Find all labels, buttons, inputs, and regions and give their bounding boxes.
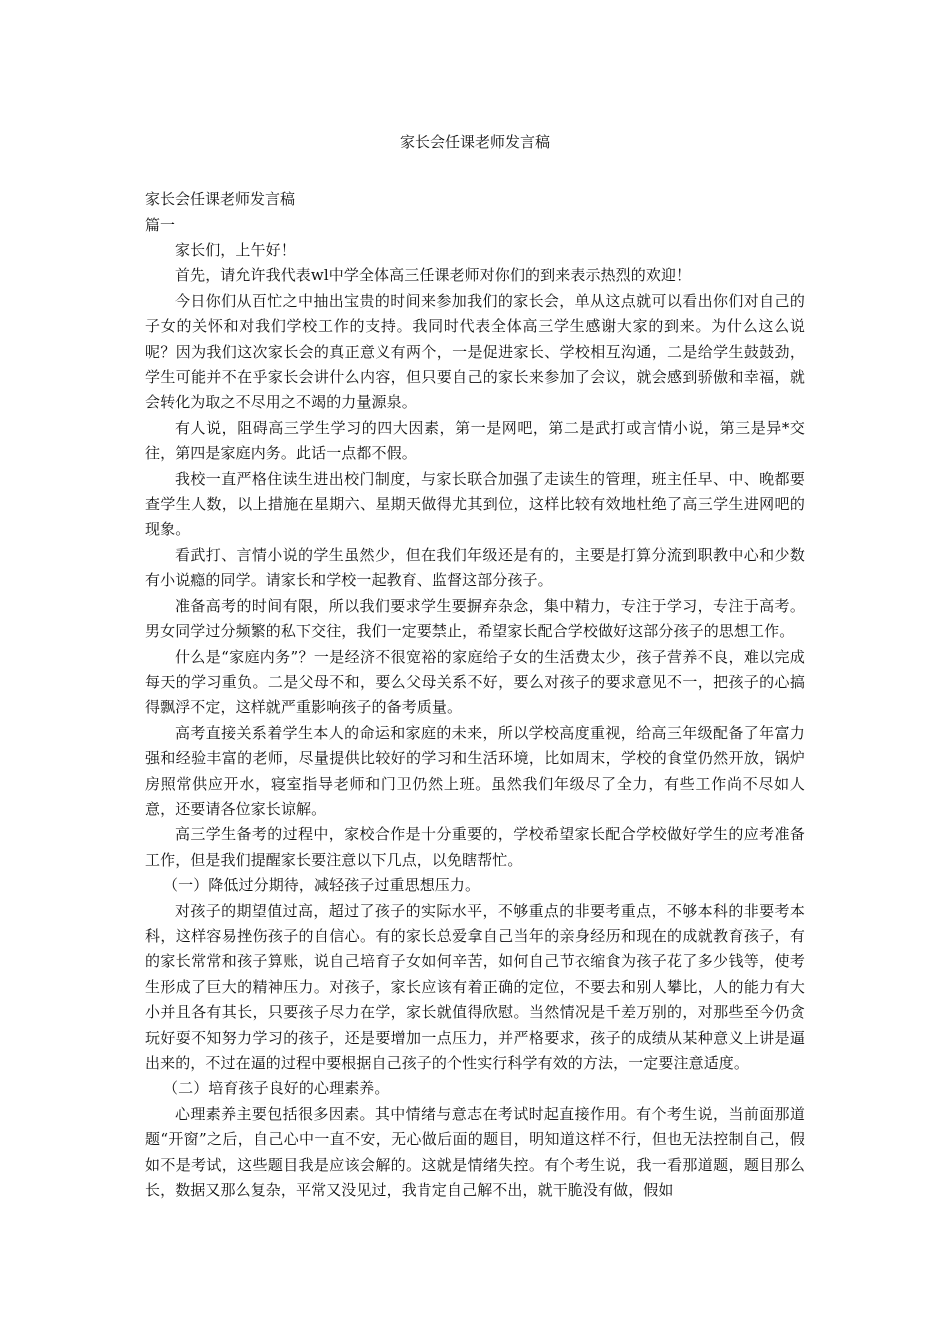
paragraph-cooperation: 高三学生备考的过程中，家校合作是十分重要的，学校希望家长配合学校做好学生的应考准备工作，但是我们提醒家长要注意以下几点，以免瞎帮忙。: [145, 825, 805, 869]
document-page: [145, 112, 805, 1203]
paragraph-meaning: 今日你们从百忙之中抽出宝贵的时间来参加我们的家长会，单从这点就可以看出你们对自己的子女的关怀和对我们学校工作的支持。我同时代表全体高三学生感谢大家的到来。为什么这么说呢？因为我们这次家长会的真正意义有两个，一是促进家长、学校相互沟通，二是给学生鼓鼓劲，学生可能并不在乎家长会讲什么内容，但只要自己的家长来参加了会议，就会感到骄傲和幸福，就会转化为取之不尽用之不竭的力量源泉。: [145, 291, 805, 412]
paragraph-four-factors: 有人说，阻碍高三学生学习的四大因素，第一是网吧，第二是武打或言情小说，第三是异*交往，第四是家庭内务。此话一点都不假。: [145, 418, 805, 463]
subsection-2-body: 心理素养主要包括很多因素。其中情绪与意志在考试时起直接作用。有个考生说，当前面那道题“开窗”之后，自己心中一直不安，无心做后面的题目，明知道这样不行，但也无法控制自己，假如不是考试，这些题目我是应该会解的。这就是情绪失控。有个考生说，我一看那道题，题目那么长，数据又那么复杂，平常又没见过，我肯定自己解不出，就干脆没有做，假如: [145, 1104, 805, 1200]
subsection-1-heading: （一）降低过分期待，减轻孩子过重思想压力。: [163, 876, 481, 895]
paragraph-school-support: 高考直接关系着学生本人的命运和家庭的未来，所以学校高度重视，给高三年级配备了年富力强和经验丰富的老师，尽量提供比较好的学习和生活环境，比如周末，学校的食堂仍然开放，锅炉房照常供应开水，寝室指导老师和门卫仍然上班。虽然我们年级尽了全力，有些工作尚不尽如人意，还要请各位家长谅解。: [145, 723, 805, 818]
subsection-2-heading: （二）培育孩子良好的心理素养。: [163, 1079, 390, 1098]
paragraph-focus: 准备高考的时间有限，所以我们要求学生要摒弃杂念，集中精力，专注于学习，专注于高考。男女同学过分频繁的私下交往，我们一定要禁止，希望家长配合学校做好这部分孩子的思想工作。: [145, 596, 805, 641]
paragraph-school-management: 我校一直严格住读生进出校门制度，与家长联合加强了走读生的管理，班主任早、中、晚都要查学生人数，以上措施在星期六、星期天做得尤其到位，这样比较有效地杜绝了高三学生进网吧的现象。: [145, 469, 805, 539]
section-label: 篇一: [145, 216, 176, 234]
document-heading: 家长会任课老师发言稿: [145, 190, 296, 208]
subsection-1-body: 对孩子的期望值过高，超过了孩子的实际水平，不够重点的非要考重点，不够本科的非要考本科，这样容易挫伤孩子的自信心。有的家长总爱拿自己当年的亲身经历和现在的成就教育孩子，有的家长常常和孩子算账，说自己培育子女如何辛苦，如何自己节衣缩食为孩子花了多少钱等，使考生形成了巨大的精神压力。对孩子，家长应该有着正确的定位，不要去和别人攀比，人的能力有大小并且各有其长，只要孩子尽力在学，家长就值得欣慰。当然情况是千差万别的，对那些至今仍贪玩好耍不知努力学习的孩子，还是要增加一点压力，并严格要求，孩子的成绩从某种意义上讲是逼出来的，不过在逼的过程中要根据自己孩子的个性实行科学有效的方法，一定要注意适度。: [145, 901, 805, 1072]
document-title: 家长会任课老师发言稿: [399, 133, 550, 151]
paragraph-greeting: 家长们，上午好！: [175, 241, 296, 259]
paragraph-household: 什么是“家庭内务”？一是经济不很宽裕的家庭给子女的生活费太少，孩子营养不良，难以完成每天的学习重负。二是父母不和，要么父母关系不好，要么对孩子的要求意见不一，把孩子的心搞得飘浮不定，这样就严重影响孩子的备考质量。: [145, 647, 805, 717]
paragraph-novels: 看武打、言情小说的学生虽然少，但在我们年级还是有的，主要是打算分流到职教中心和少数有小说瘾的同学。请家长和学校一起教育、监督这部分孩子。: [145, 545, 805, 590]
paragraph-welcome: 首先，请允许我代表wl中学全体高三任课老师对你们的到来表示热烈的欢迎！: [175, 266, 692, 285]
